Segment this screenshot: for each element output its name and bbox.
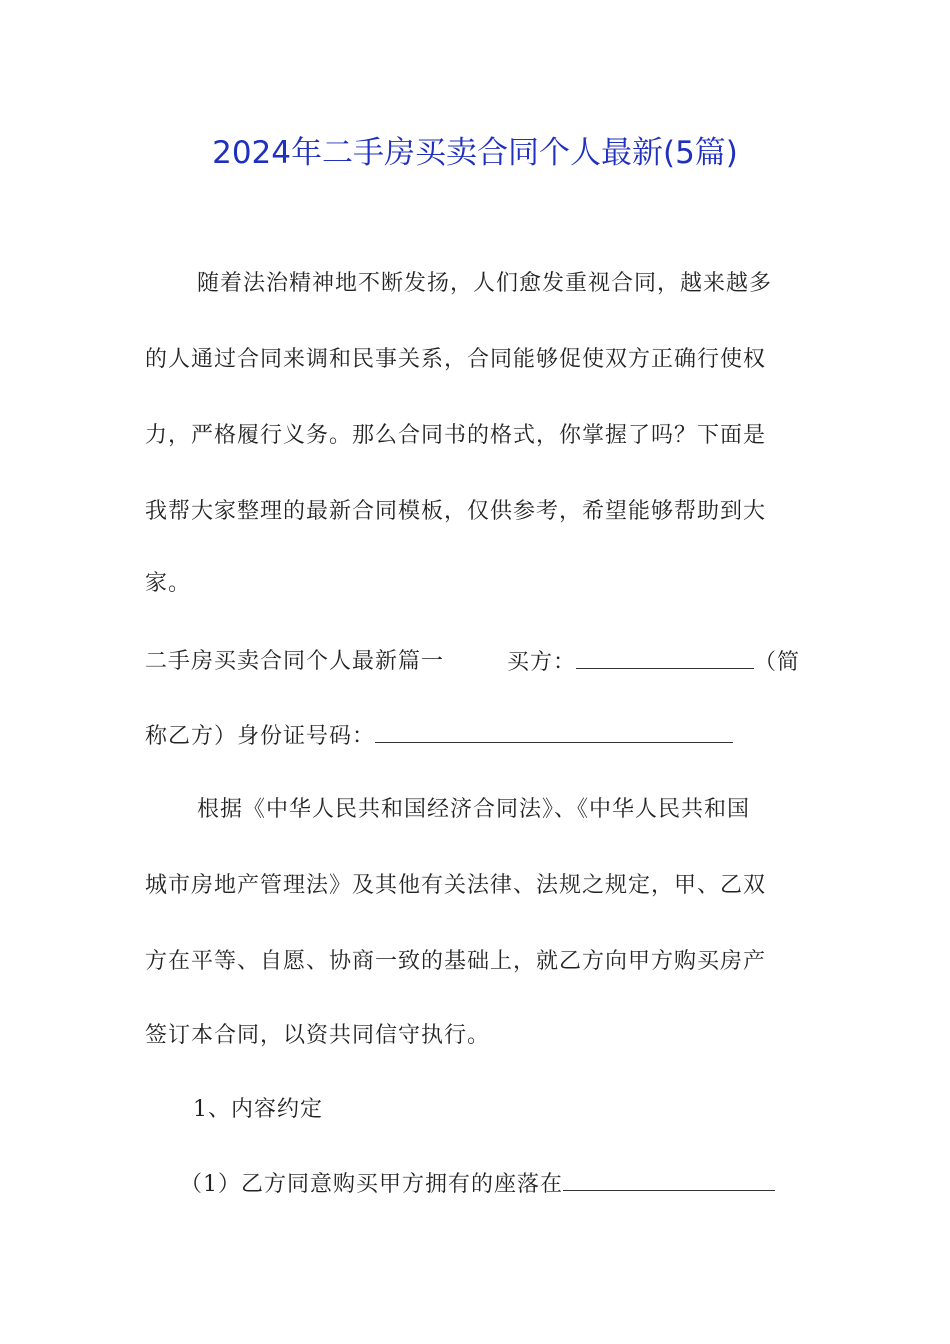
buyer-label: 买方：: [507, 650, 577, 675]
buyer-line: [507, 646, 807, 679]
document-title: 2024年二手房买卖合同个人最新(5篇): [212, 135, 738, 171]
basis-line-1: 根据《中华人民共和国经济合同法》、《中华人民共和国: [197, 797, 751, 822]
basis-line-3: 方在平等、自愿、协商一致的基础上，就乙方向甲方购买房产: [145, 949, 767, 974]
intro-line-2: 的人通过合同来调和民事关系，合同能够促使双方正确行使权: [145, 347, 767, 372]
buyer-id-blank: [375, 720, 733, 743]
basis-line-4: 签订本合同，以资共同信守执行。: [145, 1023, 491, 1048]
intro-line-1: 随着法治精神地不断发扬，人们愈发重视合同，越来越多: [197, 271, 773, 296]
intro-line-3: 力，严格履行义务。那么合同书的格式，你掌握了吗？下面是: [145, 423, 767, 448]
buyer-id-line: [145, 720, 805, 753]
buyer-suffix: （简: [754, 650, 801, 675]
buyer-name-blank: [576, 646, 754, 669]
item-1-heading: 1、内容约定: [193, 1097, 323, 1122]
section-heading: 二手房买卖合同个人最新篇一: [145, 649, 445, 674]
basis-line-2: 城市房地产管理法》及其他有关法律、法规之规定，甲、乙双: [145, 873, 767, 898]
item-1-1-text: （1）乙方同意购买甲方拥有的座落在: [180, 1172, 563, 1197]
intro-line-5: 家。: [145, 571, 192, 596]
buyer-id-label: 称乙方）身份证号码：: [145, 724, 376, 749]
intro-line-4: 我帮大家整理的最新合同模板，仅供参考，希望能够帮助到大: [145, 499, 767, 524]
item-1-1-line: [180, 1168, 806, 1201]
property-location-blank: [563, 1168, 775, 1191]
